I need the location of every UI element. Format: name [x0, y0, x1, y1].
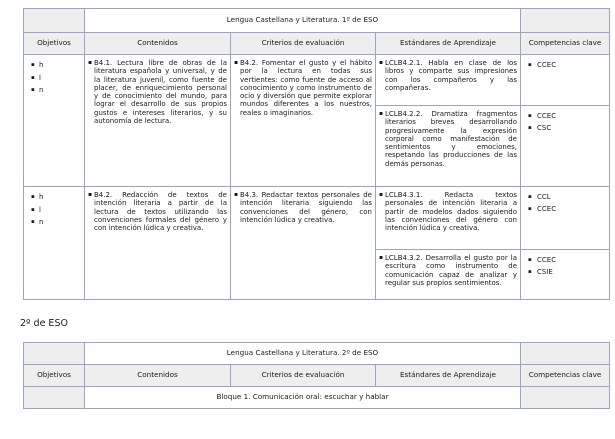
bullet-icon: ▪	[379, 59, 384, 66]
bullet-icon: ▪	[379, 110, 384, 117]
section-heading: 2º de ESO	[20, 318, 68, 329]
competencia-item: ▪ CCEC	[528, 203, 609, 215]
header-estandares: Estándares de Aprendizaje	[376, 33, 521, 55]
objetivo-item: ▪ h	[31, 59, 84, 72]
objetivo-item: ▪ n	[31, 84, 84, 97]
header-estandares: Estándares de Aprendizaje	[376, 365, 521, 387]
table-row-objetivos	[24, 55, 85, 187]
header-objetivos: Objetivos	[24, 365, 85, 387]
header-objetivos: Objetivos	[24, 33, 85, 55]
block-title: Bloque 1. Comunicación oral: escuchar y hablar	[85, 387, 521, 409]
objetivo-item: ▪ l	[31, 204, 84, 217]
header-criterios: Criterios de evaluación	[231, 33, 376, 55]
competencia-item: ▪ CCEC	[528, 110, 609, 122]
bullet-icon: ▪	[234, 191, 239, 198]
table-row-objetivos	[24, 187, 85, 300]
bullet-icon: ▪	[88, 191, 93, 198]
criterio-text: B4.3. Redactar textos personales de intención literaria siguiendo las convenciones del género, con intención lúdica y creativa.	[240, 191, 372, 224]
bullet-icon: ▪	[379, 254, 384, 261]
table-title: Lengua Castellana y Literatura. 1º de ESO	[85, 9, 521, 33]
contenido-text: B4.2. Redacción de textos de intención literaria a partir de la lectura de textos utilizando las convenciones formales del género y con intención lúdica y creativa.	[94, 191, 227, 233]
bullet-icon: ▪	[379, 191, 384, 198]
objetivo-item: ▪ h	[31, 191, 84, 204]
header-contenidos: Contenidos	[85, 365, 231, 387]
objetivo-item: ▪ n	[31, 216, 84, 229]
curriculum-table-1	[23, 8, 610, 300]
competencia-item: ▪ CCEC	[528, 59, 609, 71]
contenido-text: B4.1. Lectura libre de obras de la literatura española y universal, y de la literatura juvenil, como fuente de placer, de enriquecimiento personal y de conocimiento del mundo, para lograr el desarrollo de sus propios gustos e intereses literarios, y su autonomía de lectura.	[94, 59, 227, 126]
estandar-text: LCLB4.2.1. Habla en clase de los libros y comparte sus impresiones con los compañeros y las compañeras.	[385, 59, 517, 92]
table-title: Lengua Castellana y Literatura. 2º de ESO	[85, 343, 521, 365]
competencia-item: ▪ CCL	[528, 191, 609, 203]
competencia-item: ▪ CSC	[528, 122, 609, 134]
curriculum-table-2	[23, 342, 610, 409]
estandar-text: LCLB4.2.2. Dramatiza fragmentos literarios breves desarrollando progresivamente la expresión corporal como manifestación de sentimientos y emociones, respetando las producciones de las demás personas.	[385, 110, 517, 168]
header-contenidos: Contenidos	[85, 33, 231, 55]
criterio-text: B4.2. Fomentar el gusto y el hábito por la lectura en todas sus vertientes: como fuente de acceso al conocimiento y como instrumento de ocio y diversión que permite explorar mundos diferentes a los nuestros, reales o imaginarios.	[240, 59, 372, 117]
bullet-icon: ▪	[234, 59, 239, 66]
objetivo-item: ▪ l	[31, 72, 84, 85]
header-competencias: Competencias clave	[521, 33, 610, 55]
estandar-text: LCLB4.3.1. Redacta textos personales de intención literaria a partir de modelos dados siguiendo las convenciones del género con intención lúdica y creativa.	[385, 191, 517, 233]
header-competencias: Competencias clave	[521, 365, 610, 387]
competencia-item: ▪ CSIE	[528, 266, 609, 278]
header-criterios: Criterios de evaluación	[231, 365, 376, 387]
bullet-icon: ▪	[88, 59, 93, 66]
estandar-text: LCLB4.3.2. Desarrolla el gusto por la escritura como instrumento de comunicación capaz de analizar y regular sus propios sentimientos.	[385, 254, 517, 287]
competencia-item: ▪ CCEC	[528, 254, 609, 266]
